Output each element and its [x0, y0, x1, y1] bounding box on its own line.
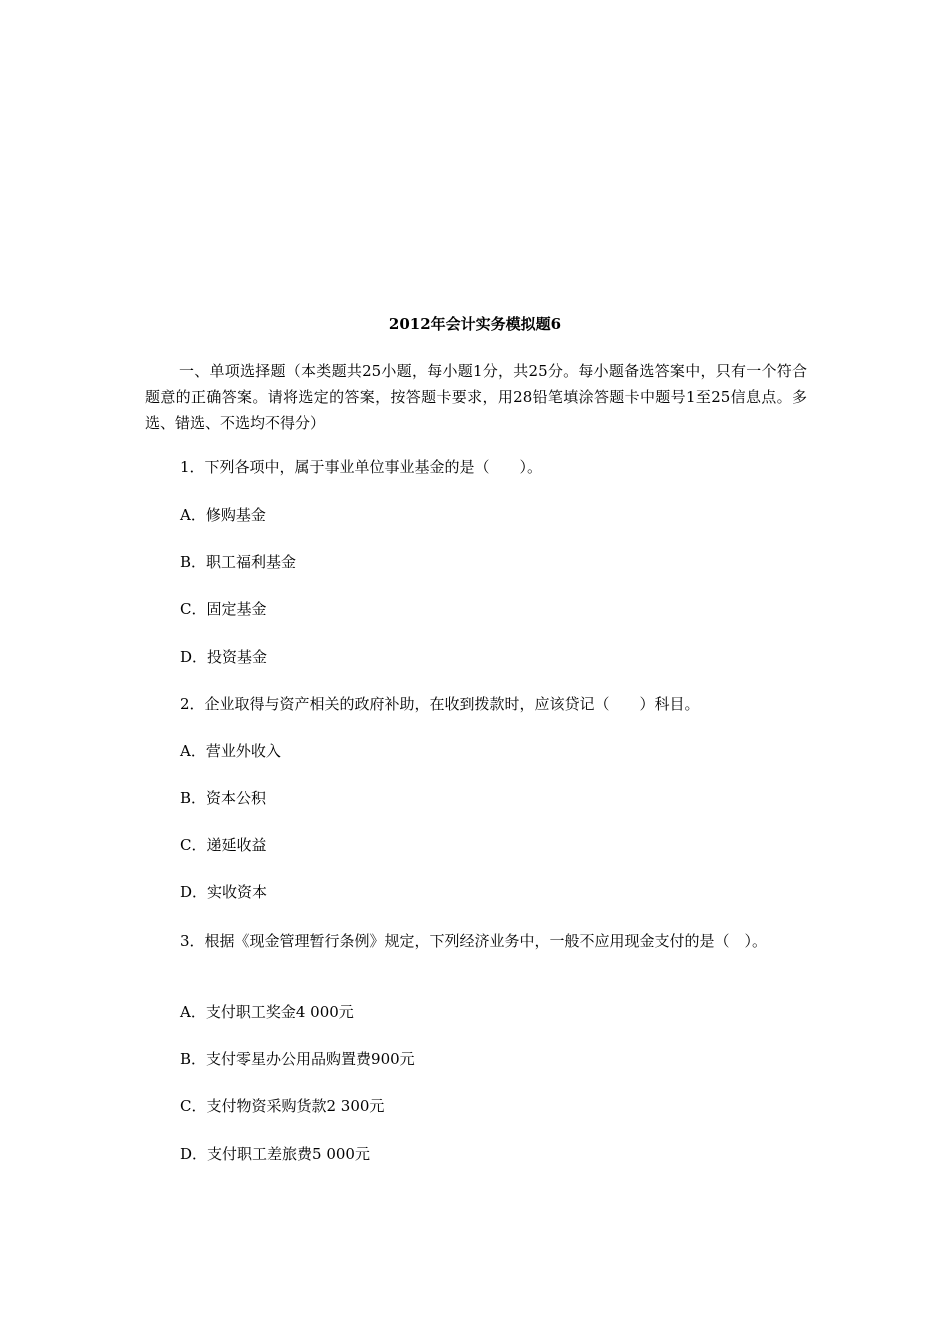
question-2-option-d: D．实收资本	[180, 883, 268, 901]
question-2-option-a: A．营业外收入	[180, 742, 281, 760]
document-title: 2012年会计实务模拟题6	[388, 315, 562, 333]
question-2-option-b: B．资本公积	[180, 789, 267, 807]
question-3-option-d: D．支付职工差旅费5 000元	[180, 1145, 370, 1163]
question-1-option-c: C．固定基金	[180, 600, 267, 618]
question-1-stem: 1．下列各项中，属于事业单位事业基金的是（ ）。	[180, 458, 543, 476]
question-2-option-c: C．递延收益	[180, 836, 267, 854]
question-1-option-a: A．修购基金	[180, 506, 266, 524]
question-1-option-d: D．投资基金	[180, 648, 268, 666]
question-3-stem: 3．根据《现金管理暂行条例》规定，下列经济业务中，一般不应用现金支付的是（ ）。	[180, 932, 768, 950]
question-1-option-b: B．职工福利基金	[180, 553, 297, 571]
question-2-stem: 2．企业取得与资产相关的政府补助，在收到拨款时，应该贷记（ ）科目。	[180, 695, 700, 713]
question-3-option-a: A．支付职工奖金4 000元	[180, 1003, 354, 1021]
section-instructions: 一、单项选择题（本类题共25小题，每小题1分，共25分。每小题备选答案中，只有一个符合题意的正确答案。请将选定的答案，按答题卡要求，用28铅笔填涂答题卡中题号1至25信息点。多选、错选、不选均不得分）	[145, 362, 807, 432]
question-3-option-c: C．支付物资采购货款2 300元	[180, 1097, 385, 1115]
question-3-option-b: B．支付零星办公用品购置费900元	[180, 1050, 415, 1068]
